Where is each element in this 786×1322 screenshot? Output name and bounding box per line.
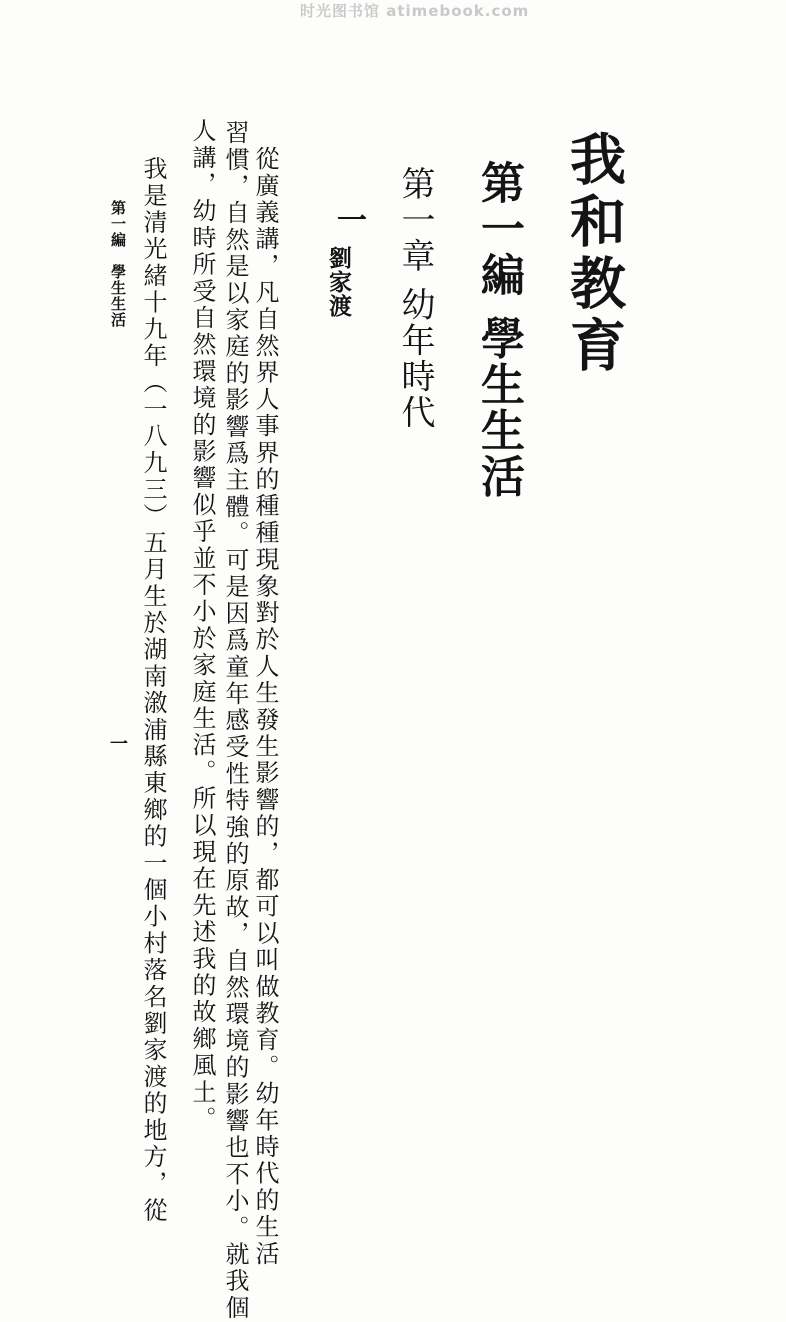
book-title: 我和教育: [561, 130, 627, 378]
chapter-title: 第一章 幼年時代: [395, 166, 435, 431]
watermark-text: 时光图书馆 atimebook.com: [300, 2, 530, 20]
section-number: 一: [331, 204, 366, 234]
section-title: 劉家渡: [325, 246, 352, 318]
body-text-line: 習慣，自然是以家庭的影響爲主體。可是因爲童年感受性特強的原故，自然環境的影響也不小。就我個: [221, 120, 249, 1322]
part-title: 第一編 學生生活: [473, 160, 524, 500]
body-text-line: 從廣義講，凡自然界人事界的種種現象對於人生發生影響的，都可以叫做教育。幼年時代的生活: [251, 146, 279, 1268]
running-head: 第一編 學生生活: [109, 200, 127, 328]
page-number: 一: [107, 734, 128, 752]
body-text-line: 人講，幼時所受自然環境的影響似乎並不小於家庭生活。所以現在先述我的故鄉風土。: [188, 118, 216, 1133]
body-text-line: 我是清光緒十九年（一八九三）五月生於湖南漵浦縣東鄉的一個小村落名劉家渡的地方，從: [139, 156, 167, 1224]
